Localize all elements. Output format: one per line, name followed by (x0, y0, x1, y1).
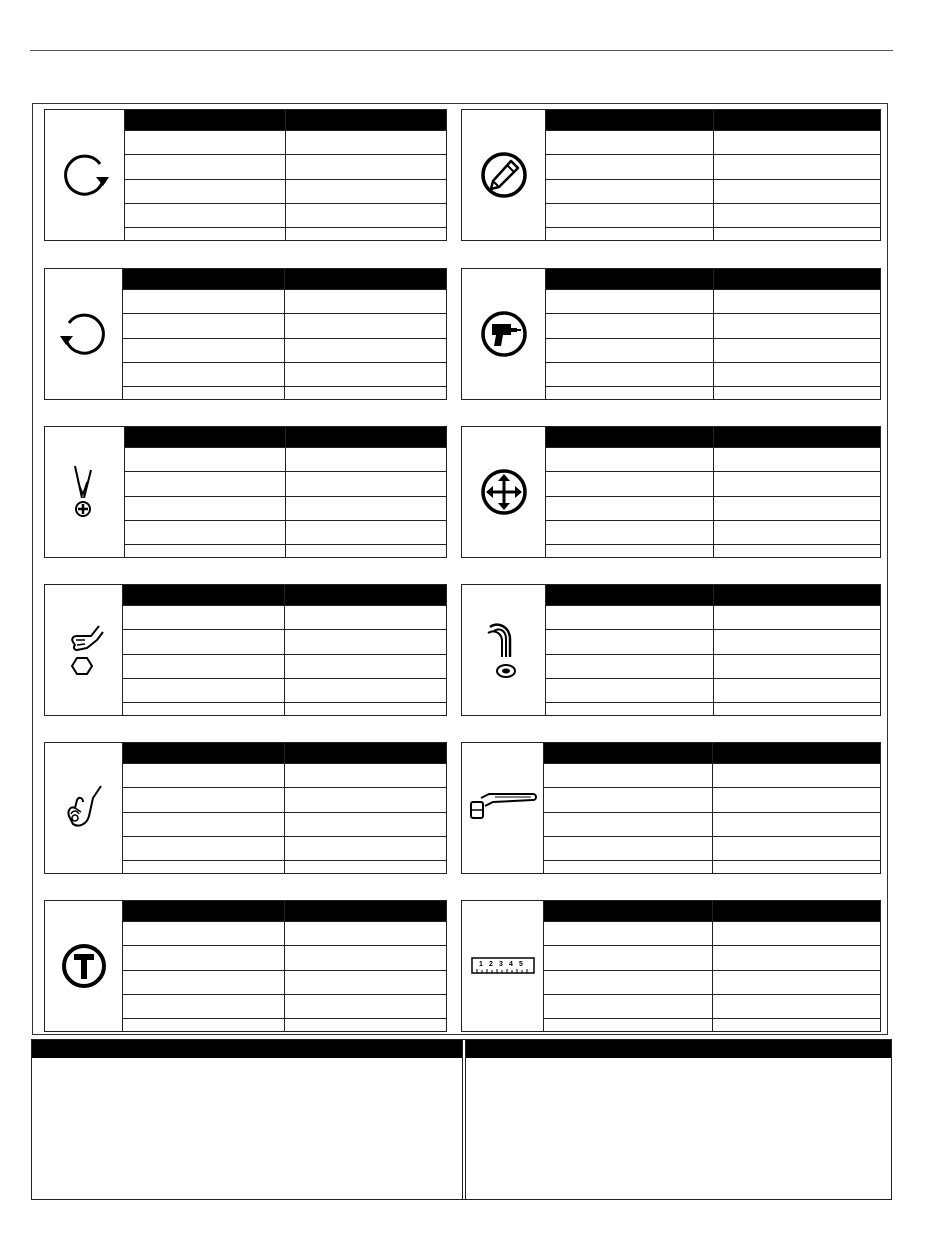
legend-card-allen-key (461, 584, 881, 716)
bottom-notes-area (31, 1039, 892, 1200)
icon-cell (45, 743, 123, 873)
legend-table (544, 743, 880, 873)
legend-table (544, 901, 880, 1031)
icon-cell (45, 585, 123, 715)
allen-key-icon (484, 617, 524, 683)
ruler-mark-3: 3 (498, 961, 503, 968)
icon-cell (45, 269, 123, 399)
column-header-bar (466, 1040, 892, 1058)
legend-table (123, 743, 446, 873)
ruler-mark-5: 5 (518, 961, 523, 968)
ruler-mark-1: 1 (478, 961, 483, 968)
legend-table (125, 427, 446, 557)
pencil-circle-icon (479, 150, 529, 200)
legend-card-ruler (461, 900, 881, 1032)
legend-table (546, 110, 880, 240)
legend-card-rotate-clockwise (44, 109, 447, 241)
legend-frame (32, 103, 888, 1035)
legend-card-hand-tighten (44, 742, 447, 874)
ruler-icon (471, 956, 535, 976)
ratchet-wrench-icon (467, 788, 539, 828)
icon-cell (462, 427, 546, 557)
rotate-clockwise-icon (60, 150, 110, 200)
column-body (466, 1058, 892, 1199)
legend-table (123, 269, 446, 399)
icon-cell (462, 901, 544, 1031)
icon-cell (462, 269, 546, 399)
ruler-mark-2: 2 (488, 961, 493, 968)
legend-table (546, 427, 880, 557)
icon-cell (45, 427, 125, 557)
legend-table (546, 585, 880, 715)
top-rule (30, 50, 893, 51)
legend-table (123, 585, 446, 715)
legend-table (125, 110, 446, 240)
legend-table (123, 901, 446, 1031)
icon-cell (45, 901, 123, 1031)
legend-table (546, 269, 880, 399)
hand-tighten-icon (61, 780, 107, 836)
hand-nut-icon (61, 620, 107, 680)
icon-cell (462, 110, 546, 240)
legend-card-rotate-counterclockwise (44, 268, 447, 400)
legend-card-hand-nut (44, 584, 447, 716)
bottom-column-right (462, 1040, 892, 1199)
legend-card-pencil (461, 109, 881, 241)
icon-cell (462, 743, 544, 873)
bottom-column-left (32, 1040, 462, 1199)
column-header-bar (32, 1040, 462, 1058)
legend-card-tweezers-screw (44, 426, 447, 558)
tweezers-screw-icon (65, 462, 105, 522)
rotate-counterclockwise-icon (59, 309, 109, 359)
icon-cell (462, 585, 546, 715)
drill-circle-icon (479, 309, 529, 359)
legend-card-hammer (44, 900, 447, 1032)
legend-card-drill (461, 268, 881, 400)
legend-card-ratchet-wrench (461, 742, 881, 874)
move-arrows-circle-icon (479, 467, 529, 517)
icon-cell (45, 110, 125, 240)
hammer-circle-icon (59, 941, 109, 991)
legend-card-move-arrows (461, 426, 881, 558)
column-body (32, 1058, 462, 1199)
ruler-mark-4: 4 (508, 961, 513, 968)
